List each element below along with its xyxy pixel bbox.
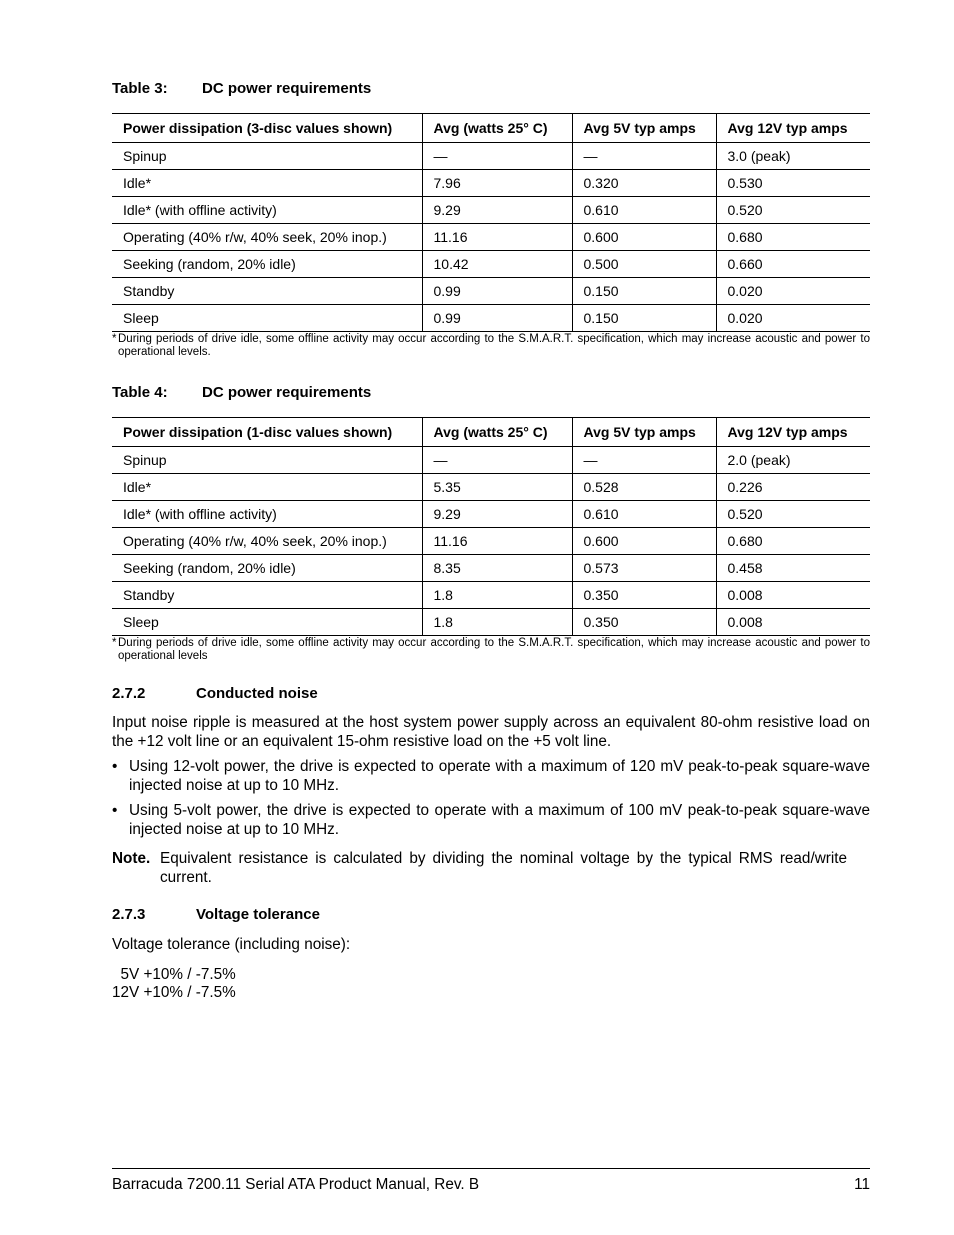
section-heading-conducted-noise — [112, 685, 318, 702]
page-number: 11 — [854, 1176, 870, 1193]
table-row — [112, 278, 870, 305]
cell-12v: 0.458 — [716, 555, 870, 582]
cell-mode: Standby — [123, 283, 175, 299]
cell-watts: 8.35 — [422, 555, 572, 582]
section-heading-voltage-tolerance — [112, 906, 320, 923]
cell-5v: 0.610 — [572, 197, 716, 224]
tolerance-12v: 12V +10% / -7.5% — [112, 984, 236, 1001]
table-row — [112, 197, 870, 224]
cell-mode: Sleep — [123, 614, 159, 630]
cell-5v: 0.600 — [572, 528, 716, 555]
footnote-text: During periods of drive idle, some offline activity may occur according to the S.M.A.R.T. specification, which may increase acoustic and power to operational levels — [118, 637, 870, 662]
cell-5v: 0.500 — [572, 251, 716, 278]
table-header-row — [112, 114, 870, 143]
bullet-mark: • — [112, 758, 118, 775]
conducted-noise-intro: Input noise ripple is measured at the host system power supply across an equivalent 80-ohm resistive load on the +12 volt line or an equivalent 15-ohm resistive load on the +5 volt line. — [112, 714, 870, 750]
footnote-mark: * — [112, 637, 117, 649]
section-number: 2.7.3 — [112, 906, 146, 923]
table-row — [112, 251, 870, 278]
bullet-mark: • — [112, 802, 118, 819]
cell-12v: 0.680 — [716, 528, 870, 555]
table-row — [112, 609, 870, 636]
cell-watts: — — [422, 143, 572, 170]
cell-12v: 0.008 — [716, 609, 870, 636]
cell-5v: 0.150 — [572, 305, 716, 332]
cell-watts: 9.29 — [422, 197, 572, 224]
tolerance-5v: 5V +10% / -7.5% — [112, 966, 236, 983]
cell-mode: Sleep — [123, 310, 159, 326]
table-3-number: Table 3: — [112, 80, 168, 97]
cell-mode: Idle* (with offline activity) — [123, 506, 277, 522]
table-row — [112, 143, 870, 170]
header-avg-5v: Avg 5V typ amps — [572, 114, 716, 143]
cell-mode: Seeking (random, 20% idle) — [123, 560, 296, 576]
cell-watts: 0.99 — [422, 278, 572, 305]
cell-5v: 0.150 — [572, 278, 716, 305]
cell-12v: 0.008 — [716, 582, 870, 609]
table-row — [112, 582, 870, 609]
footer-document-title: Barracuda 7200.11 Serial ATA Product Manual, Rev. B — [112, 1176, 480, 1193]
list-item — [112, 801, 870, 839]
section-title: Conducted noise — [196, 685, 318, 702]
cell-12v: 0.020 — [716, 278, 870, 305]
table-row — [112, 501, 870, 528]
cell-mode: Seeking (random, 20% idle) — [123, 256, 296, 272]
cell-5v: 0.320 — [572, 170, 716, 197]
section-title: Voltage tolerance — [196, 906, 320, 923]
cell-mode: Operating (40% r/w, 40% seek, 20% inop.) — [123, 229, 387, 245]
cell-mode: Standby — [123, 587, 175, 603]
cell-watts: 10.42 — [422, 251, 572, 278]
cell-mode: Spinup — [123, 452, 167, 468]
list-item — [112, 757, 870, 795]
table-row — [112, 170, 870, 197]
table-4-title: DC power requirements — [202, 384, 372, 401]
cell-watts: 7.96 — [422, 170, 572, 197]
bullet-text: Using 12-volt power, the drive is expected to operate with a maximum of 120 mV peak-to-peak square-wave injected noise at up to 10 MHz. — [129, 758, 870, 794]
cell-12v: 0.660 — [716, 251, 870, 278]
section-number: 2.7.2 — [112, 685, 146, 702]
cell-mode: Idle* — [123, 479, 152, 495]
cell-5v: 0.528 — [572, 474, 716, 501]
cell-5v: 0.610 — [572, 501, 716, 528]
table-4-footnote — [112, 637, 870, 662]
cell-12v: 0.520 — [716, 197, 870, 224]
cell-mode: Operating (40% r/w, 40% seek, 20% inop.) — [123, 533, 387, 549]
cell-watts: 9.29 — [422, 501, 572, 528]
cell-5v: 0.350 — [572, 609, 716, 636]
cell-5v: 0.600 — [572, 224, 716, 251]
table-3-caption — [112, 80, 371, 97]
table-row — [112, 528, 870, 555]
note-label: Note. — [112, 850, 151, 867]
cell-12v: 0.530 — [716, 170, 870, 197]
cell-watts: 0.99 — [422, 305, 572, 332]
cell-12v: 3.0 (peak) — [716, 143, 870, 170]
header-avg-12v: Avg 12V typ amps — [716, 418, 870, 447]
cell-5v: 0.573 — [572, 555, 716, 582]
voltage-tolerance-intro: Voltage tolerance (including noise): — [112, 936, 351, 953]
table-row — [112, 305, 870, 332]
table-3-dc-power — [112, 113, 870, 332]
cell-watts: 1.8 — [422, 582, 572, 609]
cell-12v: 2.0 (peak) — [716, 447, 870, 474]
note-block — [112, 849, 847, 887]
table-row — [112, 224, 870, 251]
cell-5v: — — [572, 143, 716, 170]
cell-mode: Spinup — [123, 148, 167, 164]
cell-5v: — — [572, 447, 716, 474]
header-power-dissipation: Power dissipation (3-disc values shown) — [123, 120, 393, 136]
header-avg-12v: Avg 12V typ amps — [716, 114, 870, 143]
header-avg-5v: Avg 5V typ amps — [572, 418, 716, 447]
cell-mode: Idle* — [123, 175, 152, 191]
footnote-mark: * — [112, 333, 117, 345]
bullet-text: Using 5-volt power, the drive is expected to operate with a maximum of 100 mV peak-to-peak square-wave injected noise at up to 10 MHz. — [129, 802, 870, 838]
table-4-dc-power — [112, 417, 870, 636]
cell-watts: — — [422, 447, 572, 474]
note-text: Equivalent resistance is calculated by dividing the nominal voltage by the typical RMS read/write current. — [160, 850, 847, 886]
footer-divider — [112, 1168, 870, 1169]
cell-12v: 0.520 — [716, 501, 870, 528]
table-row — [112, 474, 870, 501]
table-row — [112, 447, 870, 474]
table-4-caption — [112, 384, 371, 401]
header-avg-watts: Avg (watts 25° C) — [422, 114, 572, 143]
cell-12v: 0.226 — [716, 474, 870, 501]
footnote-text: During periods of drive idle, some offline activity may occur according to the S.M.A.R.T. specification, which may increase acoustic and power to operational levels. — [118, 333, 870, 358]
header-avg-watts: Avg (watts 25° C) — [422, 418, 572, 447]
table-3-footnote — [112, 333, 870, 358]
table-3-title: DC power requirements — [202, 80, 372, 97]
cell-5v: 0.350 — [572, 582, 716, 609]
table-row — [112, 555, 870, 582]
table-header-row — [112, 418, 870, 447]
cell-watts: 1.8 — [422, 609, 572, 636]
cell-watts: 11.16 — [422, 224, 572, 251]
header-power-dissipation: Power dissipation (1-disc values shown) — [123, 424, 393, 440]
cell-watts: 11.16 — [422, 528, 572, 555]
cell-12v: 0.020 — [716, 305, 870, 332]
table-4-number: Table 4: — [112, 384, 168, 401]
cell-mode: Idle* (with offline activity) — [123, 202, 277, 218]
cell-watts: 5.35 — [422, 474, 572, 501]
cell-12v: 0.680 — [716, 224, 870, 251]
